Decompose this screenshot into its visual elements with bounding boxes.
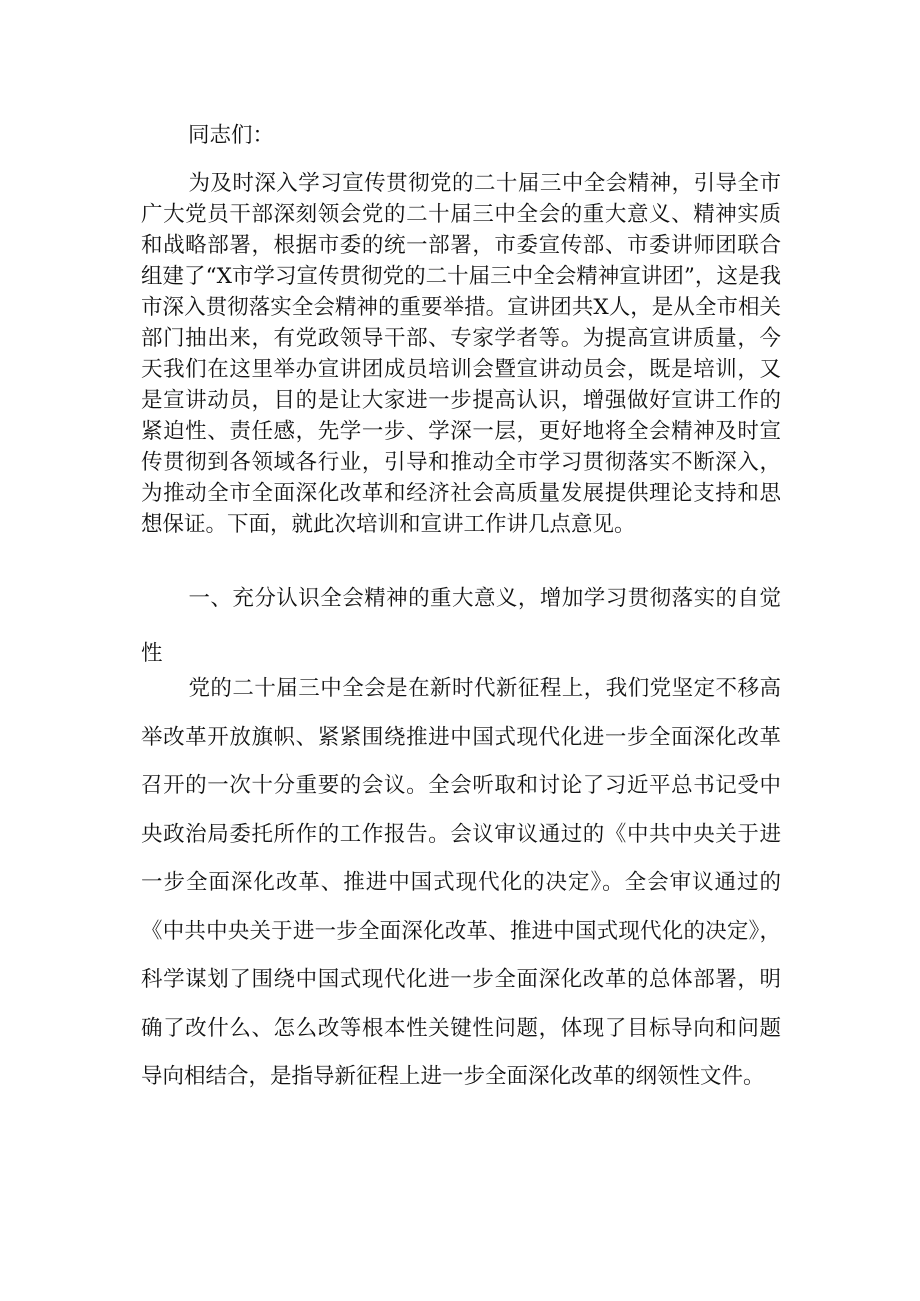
section-heading-text: 一、充分认识全会精神的重大意义，增加学习贯彻落实的自觉性 xyxy=(141,586,781,666)
intro-paragraph xyxy=(141,168,781,540)
greeting: 同志们： xyxy=(188,123,275,148)
body-paragraph-text: 党的二十届三中全会是在新时代新征程上，我们党坚定不移高举改革开放旗帜、紧紧围绕推进中国式现代化进一步全面深化改革召开的一次十分重要的会议。全会听取和讨论了习近平总书记受中央政治局委托所作的工作报告。会议审议通过的《中共中央关于进一步全面深化改革、推进中国式现代化的决定》。全会审议通过的《中共中央关于进一步全面深化改革、推进中国式现代化的决定》，科学谋划了围绕中国式现代化进一步全面深化改革的总体部署，明确了改什么、怎么改等根本性关键性问题，体现了目标导向和问题导向相结合，是指导新征程上进一步全面深化改革的纲领性文件。 xyxy=(141,676,781,1089)
body-paragraph xyxy=(141,665,781,1102)
intro-paragraph-text: 为及时深入学习宣传贯彻党的二十届三中全会精神，引导全市广大党员干部深刻领会党的二十届三中全会的重大意义、精神实质和战略部署，根据市委的统一部署，市委宣传部、市委讲师团联合组建了“X市学习宣传贯彻党的二十届三中全会精神宣讲团”，这是我市深入贯彻落实全会精神的重要举措。宣讲团共X人，是从全市相关部门抽出来，有党政领导干部、专家学者等。为提高宣讲质量，今天我们在这里举办宣讲团成员培训会暨宣讲动员会，既是培训，又是宣讲动员，目的是让大家进一步提高认识，增强做好宣讲工作的紧迫性、责任感，先学一步、学深一层，更好地将全会精神及时宣传贯彻到各领域各行业，引导和推动全市学习贯彻落实不断深入，为推动全市全面深化改革和经济社会高质量发展提供理论支持和思想保证。下面，就此次培训和宣讲工作讲几点意见。 xyxy=(141,171,781,537)
